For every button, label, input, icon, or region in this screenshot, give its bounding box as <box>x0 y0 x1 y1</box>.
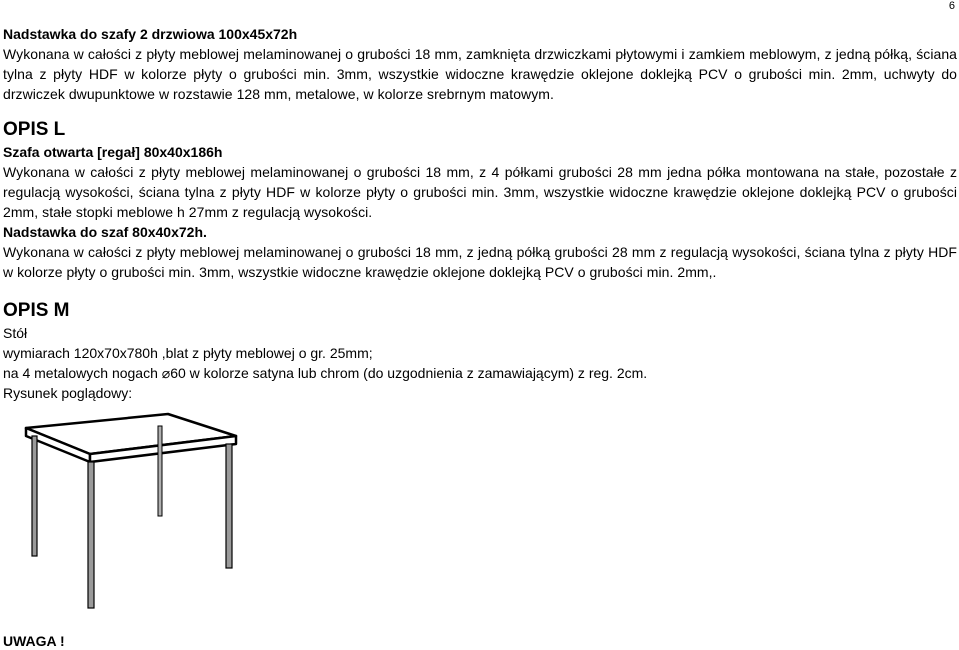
nadstawka-description: Wykonana w całości z płyty meblowej melaminowanej o grubości 18 mm, zamknięta drzwiczkami płytowymi i zamkiem meblowym, z jedną półką, ściana tylna z płyty HDF w kolorze płyty o grubości min. 3mm, wszystkie widoczne krawędzie oklejone doklejką PCV o grubości min. 2mm, uchwyty do drzwiczek dwupunktowe w rozstawie 128 mm, metalowe, w kolorze srebrnym matowym. <box>3 46 957 102</box>
warning-label: UWAGA ! <box>3 633 65 649</box>
nadstawka-title: Nadstawka do szafy 2 drzwiowa 100x45x72h <box>3 26 298 42</box>
table-illustration <box>18 410 244 610</box>
opis-m-heading: OPIS M <box>3 300 70 321</box>
opis-m-line-1: Stół <box>3 325 28 341</box>
opis-l-subtitle-2: Nadstawka do szaf 80x40x72h. <box>3 224 207 240</box>
opis-l-description: Wykonana w całości z płyty meblowej melaminowanej o grubości 18 mm, z 4 półkami grubości 28 mm jedna półka montowana na stałe, pozostałe z regulacją wysokości, ściana tylna z płyty HDF w kolorze płyty o grubości min. 3mm, wszystkie widoczne krawędzie oklejone doklejką PCV o grubości 2mm, stałe stopki meblowe h 27mm z regulacją wysokości. <box>3 164 957 220</box>
opis-l-description-2: Wykonana w całości z płyty meblowej melaminowanej o grubości 18 mm, z jedną półką grubości 28 mm z regulacją wysokości, ściana tylna z płyty HDF w kolorze płyty o grubości min. 3mm, wszystkie widoczne krawędzie oklejone doklejką PCV o grubości min. 2mm,. <box>3 244 957 280</box>
opis-l-subtitle: Szafa otwarta [regał] 80x40x186h <box>3 144 223 160</box>
page-number: 6 <box>948 0 955 12</box>
opis-m-line-3: na 4 metalowych nogach ⌀60 w kolorze satyna lub chrom (do uzgodnienia z zamawiającym) z reg. 2cm. <box>3 365 648 381</box>
opis-l-heading: OPIS L <box>3 119 66 140</box>
opis-m-line-2: wymiarach 120x70x780h ,blat z płyty meblowej o gr. 25mm; <box>3 345 373 361</box>
opis-m-line-4: Rysunek poglądowy: <box>3 385 133 401</box>
document-body <box>3 24 957 403</box>
